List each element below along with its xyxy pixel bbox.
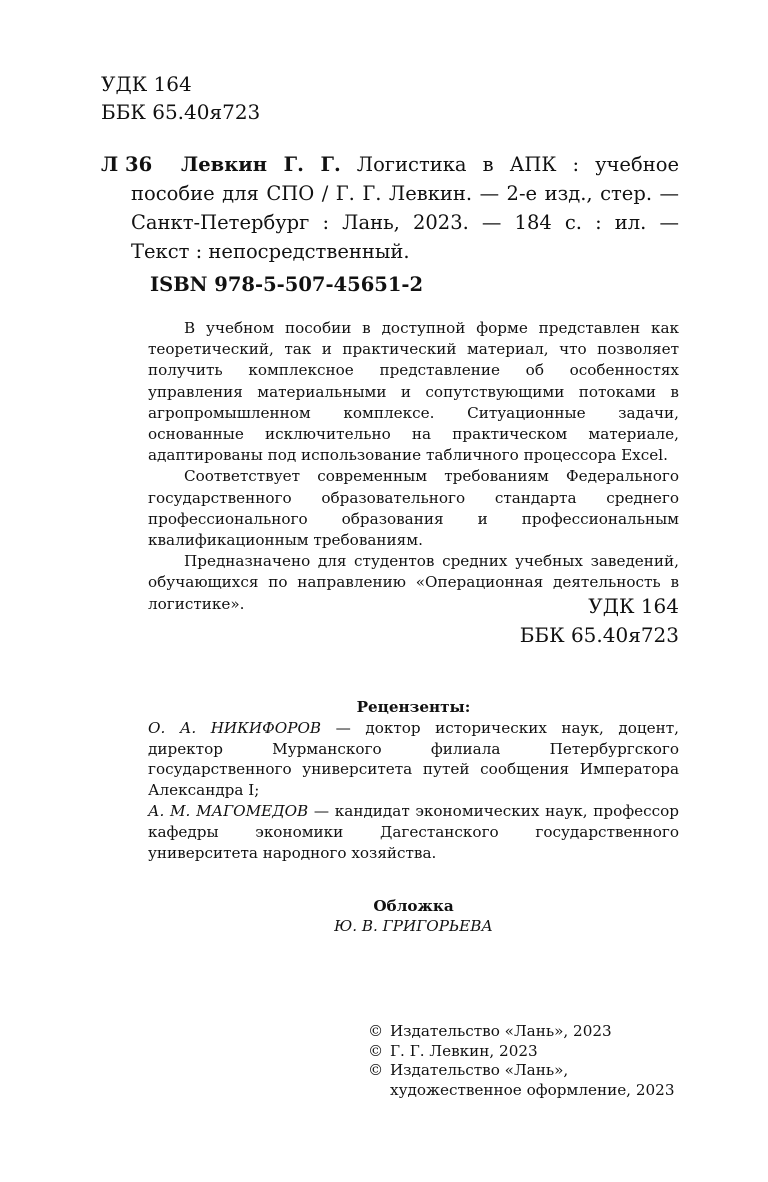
reviewer-entry	[148, 801, 679, 863]
book-author: Левкин Г. Г.	[181, 153, 341, 176]
cover-heading: Обложка	[373, 897, 454, 915]
cover-designer: Ю. В. ГРИГОРЬЕВА	[334, 917, 493, 935]
reviewer-name: О. А. НИКИФОРОВ	[148, 718, 322, 737]
reviewer-details: — кандидат экономических наук, профессор кафедры экономики Дагестанского государственного университета народного хозяйства.	[148, 801, 679, 862]
bbk-code: ББК 65.40я723	[101, 100, 261, 124]
copyright-icon: ©	[368, 1061, 384, 1079]
annotation-paragraph: В учебном пособии в доступной форме представлен как теоретический, так и практический материал, что позволяет получить комплексное представление об особенностях управления материальными и сопутствующими потоками в агропромышленном комплексе. Ситуационные задачи, основанные исключительно на практическом материале, адаптированы под использование табличного процессора Excel.	[148, 319, 679, 465]
cover-credit	[148, 896, 679, 936]
classification-bottom	[520, 592, 679, 650]
annotation-paragraph: Предназначено для студентов средних учебных заведений, обучающихся по направлению «Операционная деятельность в логистике».	[148, 552, 679, 613]
isbn: ISBN 978-5-507-45651-2	[150, 273, 424, 296]
copyright-icon: ©	[368, 1041, 384, 1060]
copyright-text: Издательство «Лань», художественное оформление, 2023	[390, 1061, 675, 1099]
udk-code: УДК 164	[101, 72, 192, 96]
copyright-text: Г. Г. Левкин, 2023	[390, 1041, 538, 1060]
reviewers	[148, 697, 679, 863]
reviewers-heading: Рецензенты:	[356, 698, 471, 716]
bbk-code: ББК 65.40я723	[519, 623, 679, 647]
annotation	[148, 318, 679, 615]
annotation-paragraph: Соответствует современным требованиям Федерального государственного образовательного стандарта среднего профессионального образования и профессиональным квалификационным требованиям.	[148, 467, 679, 550]
copyright-text: Издательство «Лань», 2023	[390, 1022, 612, 1040]
book-description: Логистика в АПК : учебное пособие для СПО / Г. Г. Левкин. — 2-е изд., стер. — Санкт-Петербург : Лань, 2023. — 184 с. : ил. — Текст : непосредственный.	[131, 153, 679, 263]
classification-top	[101, 70, 260, 126]
reviewer-details: — доктор исторических наук, доцент, директор Мурманского филиала Петербургского государственного университета путей сообщения Императора Александра I;	[148, 718, 679, 800]
copyright-block	[368, 1022, 678, 1100]
copyright-line	[368, 1022, 678, 1042]
copyright-line	[368, 1042, 678, 1062]
reviewer-entry	[148, 718, 679, 801]
copyright-line	[368, 1061, 678, 1100]
reviewer-name: А. М. МАГОМЕДОВ	[148, 801, 309, 820]
udk-code: УДК 164	[588, 594, 679, 618]
author-sign: Л 36	[101, 153, 153, 176]
copyright-icon: ©	[368, 1022, 384, 1040]
bibliographic-record	[101, 150, 679, 266]
